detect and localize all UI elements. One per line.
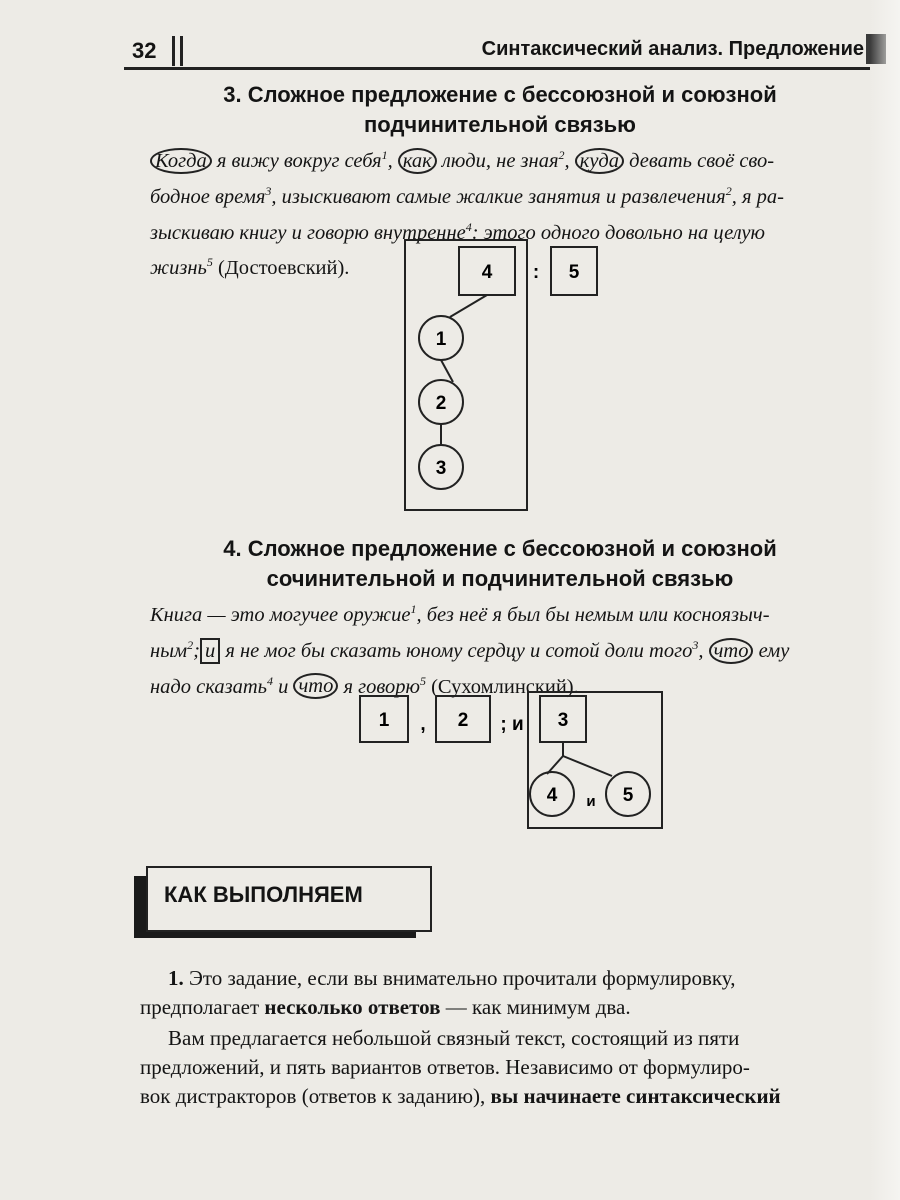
colon-sep: : xyxy=(532,262,540,283)
page-number: 32 xyxy=(132,38,157,63)
section-3-example: Когда я вижу вокруг себя$^1$, как люди, не зная$^2$, куда девать своё сво- бодное время$^3$, изыскивают самые жалкие занятия и развлечения$^2$, я ра- зыскиваю книгу и говорю внутренне$^4$: этого одного довольно на целую жизнь$^5$ (Достоевский). xyxy=(150,148,784,280)
label-5: 5 xyxy=(622,785,634,806)
paragraph-1: 1. Это задание, если вы внимательно прочитали формулировку, предполагает несколько ответов — как минимум два. xyxy=(140,966,736,1019)
outer-frame xyxy=(405,240,527,510)
page-edge-fade xyxy=(870,0,900,1200)
running-title: Синтаксический анализ. Предложение xyxy=(481,38,864,60)
section-4-scheme xyxy=(350,688,670,830)
paragraph-2: Вам предлагается небольшой связный текст, состоящий из пяти предложений, и пять вариантов ответов. Независимо от формулиро- вок дистракторов (ответов к заданию), вы начинаете синтаксический xyxy=(140,1026,781,1108)
semi-i-sep: ; и xyxy=(500,714,524,735)
header-divider-2 xyxy=(180,36,183,66)
comma-sep: , xyxy=(420,714,426,735)
label-3: 3 xyxy=(435,458,447,479)
how-title: КАК ВЫПОЛНЯЕМ xyxy=(164,882,363,907)
section-4-example: Книга — это могучее оружие$^1$, без неё я был бы немым или косноязыч- ным$^2$; и я не мог бы сказать юному сердцу и сотой доли того$^3$, что ему надо сказать$^4$ и что я говорю$^5$ (Сухомлинский). xyxy=(150,602,790,698)
conj-i: и xyxy=(586,793,596,810)
label-2: 2 xyxy=(435,393,447,414)
label-5: 5 xyxy=(568,262,580,283)
conj-i-box: и xyxy=(200,638,220,664)
label-3: 3 xyxy=(557,710,569,731)
label-4: 4 xyxy=(546,785,558,806)
conj-chto-2: что xyxy=(293,673,338,699)
header-divider xyxy=(172,36,175,66)
conj-kuda: куда xyxy=(575,148,624,174)
conj-kogda: Когда xyxy=(150,148,212,174)
header-rule xyxy=(124,67,870,70)
section-3-title: 3. Сложное предложение с бессоюзной и союзной подчинительной связью xyxy=(223,82,777,137)
conj-kak: как xyxy=(398,148,437,174)
label-1: 1 xyxy=(378,710,390,731)
section-4-title: 4. Сложное предложение с бессоюзной и союзной сочинительной и подчинительной связью xyxy=(223,536,777,591)
label-4: 4 xyxy=(481,262,493,283)
conj-chto-1: что xyxy=(709,638,754,664)
label-2: 2 xyxy=(457,710,469,731)
section-3-scheme xyxy=(395,235,625,515)
label-1: 1 xyxy=(435,329,447,350)
